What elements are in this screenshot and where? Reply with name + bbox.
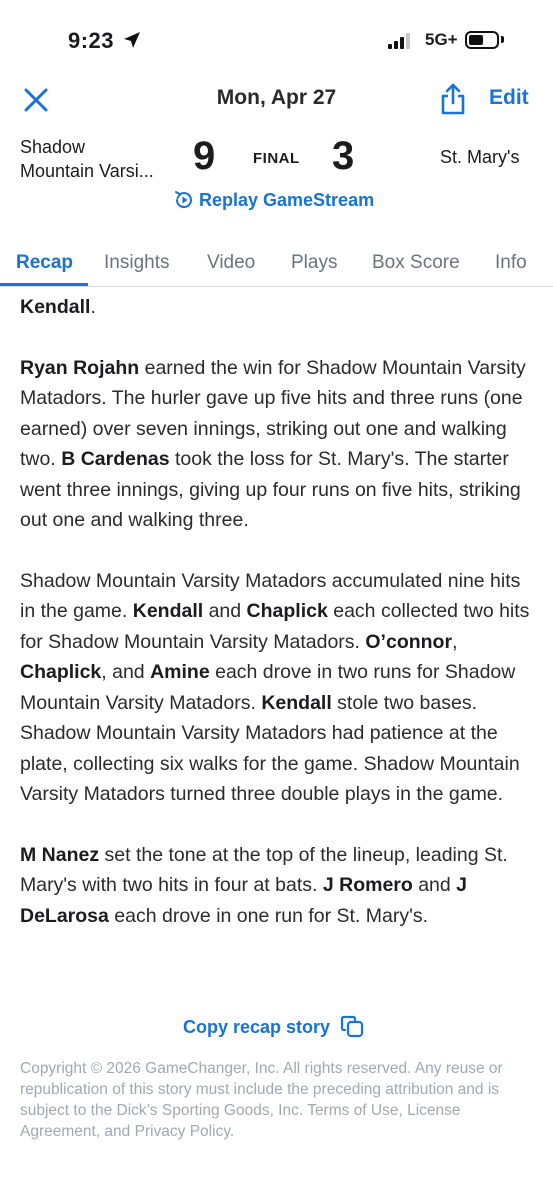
tab-plays[interactable]: Plays bbox=[291, 252, 338, 273]
player-name: O’connor bbox=[365, 630, 453, 653]
tab-recap[interactable]: Recap bbox=[16, 252, 74, 273]
home-team-name[interactable] bbox=[20, 135, 154, 183]
player-name: Chaplick bbox=[246, 600, 328, 622]
battery-level bbox=[469, 35, 483, 45]
copy-recap-label: Copy recap story bbox=[183, 1016, 331, 1037]
tab-video[interactable]: Video bbox=[207, 252, 256, 273]
copyright-notice: Copyright © 2026 GameChanger, Inc. All rights reserved. Any reuse or republication of this story must include the preceding attribution and is subject to the Dick’s Sporting Goods, Inc. Terms of Use, License Agreement, and Privacy Policy. bbox=[20, 1060, 503, 1140]
recap-text: each collected two hits for Shadow Mountain Varsity Matadors. bbox=[20, 600, 530, 653]
away-score: 3 bbox=[332, 134, 355, 178]
location-arrow-icon bbox=[122, 30, 142, 50]
recap-article bbox=[20, 292, 536, 961]
recap-text: and bbox=[203, 600, 247, 622]
player-name: B Cardenas bbox=[61, 448, 170, 470]
recap-text: earned the win for Shadow Mountain Varsity Matadors. The hurler gave up five hits and three runs (one earned) over seven innings, striking out one and walking two. bbox=[20, 356, 526, 470]
share-icon[interactable] bbox=[438, 82, 468, 116]
player-name: Kendall bbox=[132, 600, 204, 622]
recap-text: , bbox=[452, 630, 458, 653]
player-name: Kendall bbox=[261, 691, 332, 714]
tab-insights[interactable]: Insights bbox=[104, 252, 170, 273]
recap-paragraph bbox=[20, 566, 536, 810]
player-name: Amine bbox=[150, 661, 210, 683]
player-name: Chaplick bbox=[20, 661, 102, 683]
recap-paragraph bbox=[20, 353, 536, 536]
status-time: 9:23 bbox=[68, 28, 115, 53]
active-tab-indicator bbox=[0, 283, 88, 286]
edit-button[interactable]: Edit bbox=[489, 86, 529, 109]
recap-text: stole two bases. Shadow Mountain Varsity Matadors had patience at the plate, collecting six walks for the game. Shadow Mountain Varsity Matadors turned three double plays in the game. bbox=[20, 691, 520, 805]
recap-text: set the tone at the top of the lineup, leading St. Mary's with two hits in four at bats. bbox=[20, 843, 508, 896]
status-bar bbox=[0, 0, 553, 80]
recap-text: and bbox=[412, 874, 457, 896]
recap-text: . bbox=[90, 296, 96, 318]
home-team-line2: Mountain Varsi... bbox=[20, 161, 154, 181]
replay-label: Replay GameStream bbox=[199, 189, 375, 210]
home-score: 9 bbox=[193, 134, 216, 178]
player-name: J Romero bbox=[322, 874, 413, 896]
recap-text: each drove in one run for St. Mary's. bbox=[108, 904, 428, 927]
home-team-line1: Shadow bbox=[20, 137, 86, 157]
cellular-signal-icon bbox=[388, 33, 414, 49]
game-status: FINAL bbox=[253, 150, 300, 167]
player-name: Kendall bbox=[20, 296, 91, 318]
copy-icon bbox=[340, 1014, 366, 1040]
recap-text: Shadow Mountain Varsity Matadors accumulated nine hits in the game. bbox=[20, 569, 521, 622]
tab-box-score[interactable]: Box Score bbox=[372, 252, 460, 273]
replay-icon bbox=[173, 189, 195, 211]
recap-text: took the loss for St. Mary's. The starter went three innings, giving up four runs on five hits, striking out one and walking three. bbox=[20, 448, 521, 531]
recap-paragraph bbox=[20, 292, 536, 323]
tab-bar bbox=[0, 238, 553, 287]
recap-text: , and bbox=[101, 661, 151, 683]
recap-text: each drove in two runs for Shadow Mountain Varsity Matadors. bbox=[20, 661, 516, 714]
player-name: Ryan Rojahn bbox=[20, 356, 140, 379]
replay-gamestream-button[interactable] bbox=[173, 189, 374, 211]
player-name: J DeLarosa bbox=[20, 874, 468, 927]
copy-recap-button[interactable] bbox=[183, 1014, 366, 1040]
battery-cap bbox=[501, 36, 504, 43]
tab-info[interactable]: Info bbox=[495, 252, 527, 273]
away-team-name[interactable]: St. Mary's bbox=[440, 147, 520, 167]
player-name: M Nanez bbox=[20, 843, 100, 866]
battery-icon bbox=[465, 31, 499, 49]
network-type: 5G+ bbox=[425, 30, 458, 49]
recap-paragraph bbox=[20, 840, 536, 932]
page-title: Mon, Apr 27 bbox=[216, 86, 337, 109]
